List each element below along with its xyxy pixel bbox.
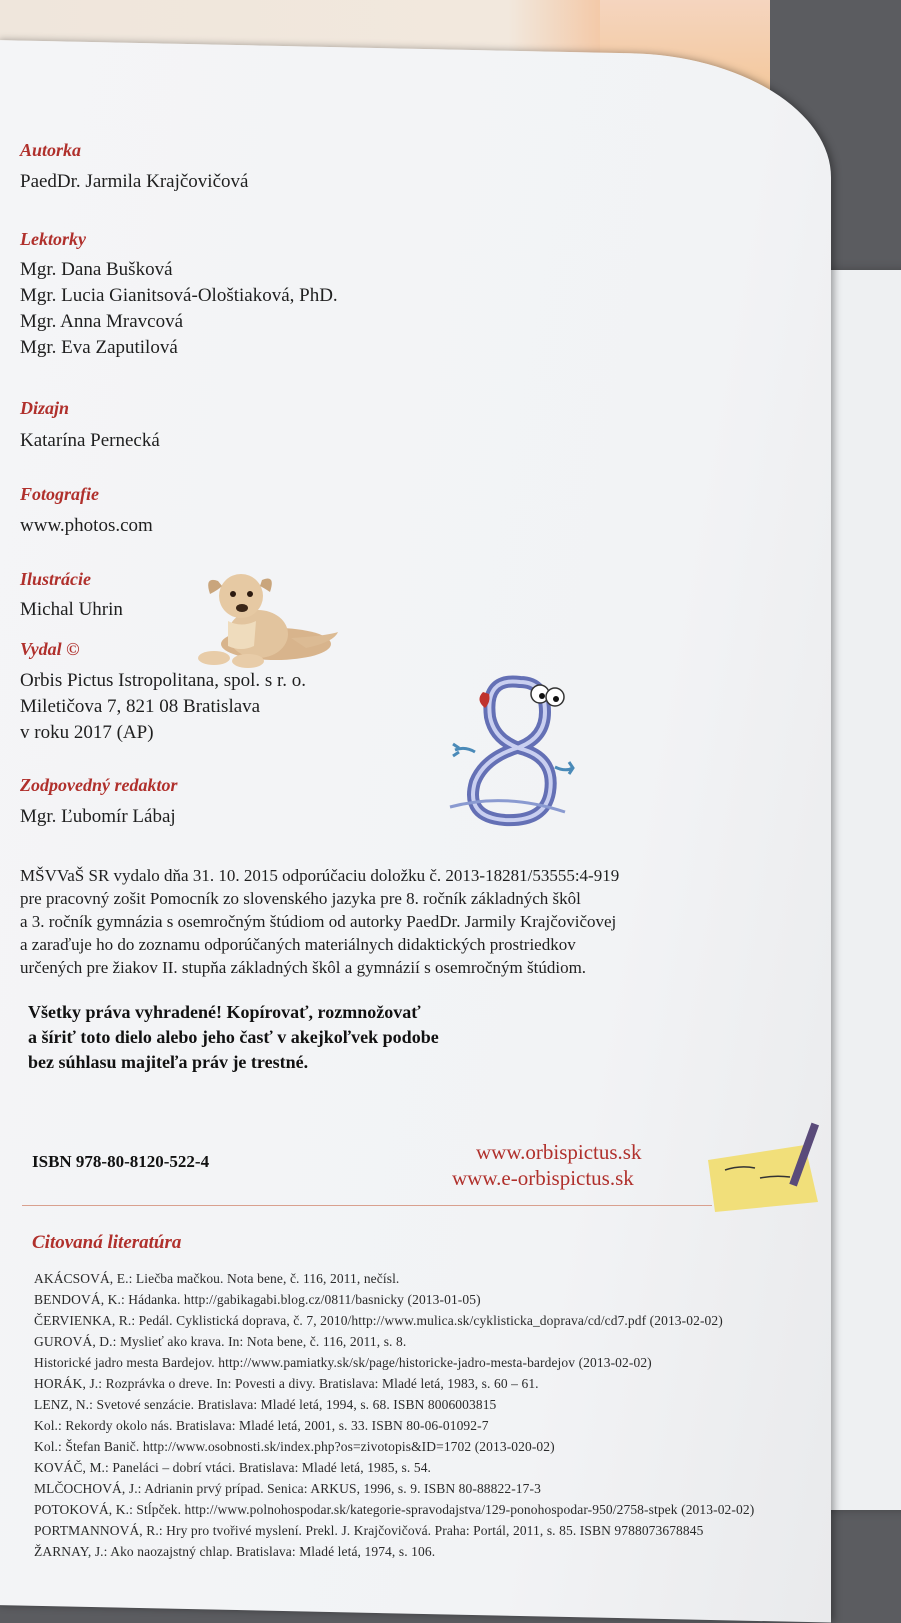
literature-title: Citovaná literatúra <box>32 1232 182 1253</box>
redaktor-name: Mgr. Ľubomír Lábaj <box>20 806 176 827</box>
literature-item: POTOKOVÁ, K.: Stĺpček. http://www.polnohospodar.sk/kategorie-spravodajstva/129-ponohospodar-950/2758-stpek (2013-02-02) <box>34 1502 755 1517</box>
literature-item: BENDOVÁ, K.: Hádanka. http://gabikagabi.blog.cz/0811/basnicky (2013-01-05) <box>34 1292 481 1307</box>
number-eight-mascot <box>445 672 585 842</box>
lektorka-4: Mgr. Eva Zaputilová <box>20 337 178 358</box>
literature-item: MLČOCHOVÁ, J.: Adrianin prvý prípad. Senica: ARKUS, 1996, s. 9. ISBN 80-88822-17-3 <box>34 1481 541 1496</box>
rights-line-2: a šíriť toto dielo alebo jeho časť v akejkoľvek podobe <box>28 1027 439 1047</box>
puppy-image <box>196 566 346 676</box>
literature-item: Kol.: Štefan Banič. http://www.osobnosti.sk/index.php?os=zivotopis&ID=1702 (2013-020-02) <box>34 1439 555 1454</box>
lektorka-1: Mgr. Dana Bušková <box>20 259 173 280</box>
approval-line-3: a 3. ročník gymnázia s osemročným štúdiom od autorky PaedDr. Jarmily Krajčovičovej <box>20 912 617 931</box>
literature-item: ČERVIENKA, R.: Pedál. Cyklistická doprava, č. 7, 2010/http://www.mulica.sk/cyklisticka_doprava/cd/cd7.pdf (2013-02-02) <box>34 1313 723 1328</box>
literature-item: Kol.: Rekordy okolo nás. Bratislava: Mladé letá, 2001, s. 33. ISBN 80-06-01092-7 <box>34 1418 489 1433</box>
fotografie-title: Fotografie <box>20 484 99 504</box>
literature-item: PORTMANNOVÁ, R.: Hry pro tvořivé myslení. Prekl. J. Krajčovičová. Praha: Portál, 2011, s. 85. ISBN 9788073678845 <box>34 1523 704 1538</box>
lektorka-2: Mgr. Lucia Gianitsová-Ološtiaková, PhD. <box>20 285 338 306</box>
orbispictus-link[interactable]: www.orbispictus.sk <box>476 1140 642 1164</box>
literature-item: HORÁK, J.: Rozprávka o dreve. In: Povesti a divy. Bratislava: Mladé letá, 1983, s. 60 – 61. <box>34 1376 539 1391</box>
redaktor-title: Zodpovedný redaktor <box>20 775 178 795</box>
ilustracie-name: Michal Uhrin <box>20 599 123 620</box>
publisher-address: Miletičova 7, 821 08 Bratislava <box>20 696 261 717</box>
literature-item: Historické jadro mesta Bardejov. http://www.pamiatky.sk/sk/page/historicke-jadro-mesta-bardejov (2013-02-02) <box>34 1355 652 1370</box>
divider <box>22 1205 712 1206</box>
lektorka-3: Mgr. Anna Mravcová <box>20 311 184 332</box>
literature-item: AKÁCSOVÁ, E.: Liečba mačkou. Nota bene, č. 116, 2011, nečísl. <box>34 1271 400 1286</box>
approval-line-2: pre pracovný zošit Pomocník zo slovenského jazyka pre 8. ročník základných škôl <box>20 889 581 908</box>
sticky-note-image <box>700 1120 830 1215</box>
autorka-title: Autorka <box>20 140 82 160</box>
ilustracie-title: Ilustrácie <box>20 569 92 589</box>
approval-line-4: a zaraďuje ho do zoznamu odporúčaných materiálnych didaktických prostriedkov <box>20 935 576 954</box>
rights-line-3: bez súhlasu majiteľa práv je trestné. <box>28 1052 309 1072</box>
fotografie-source: www.photos.com <box>20 515 153 536</box>
publisher-name: Orbis Pictus Istropolitana, spol. s r. o. <box>20 670 307 691</box>
literature-item: ŽARNAY, J.: Ako naozajstný chlap. Bratislava: Mladé letá, 1974, s. 106. <box>34 1544 436 1559</box>
literature-item: LENZ, N.: Svetové senzácie. Bratislava: Mladé letá, 1994, s. 68. ISBN 8006003815 <box>34 1397 497 1412</box>
approval-line-1: MŠVVaŠ SR vydalo dňa 31. 10. 2015 odporúčaciu doložku č. 2013-18281/53555:4-919 <box>20 866 620 885</box>
vydal-title: Vydal © <box>20 639 80 659</box>
dizajn-name: Katarína Pernecká <box>20 430 160 451</box>
literature-item: GUROVÁ, D.: Myslieť ako krava. In: Nota bene, č. 116, 2011, s. 8. <box>34 1334 407 1349</box>
rights-line-1: Všetky práva vyhradené! Kopírovať, rozmnožovať <box>28 1002 421 1022</box>
isbn: ISBN 978-80-8120-522-4 <box>32 1152 210 1171</box>
lektorky-title: Lektorky <box>20 229 86 249</box>
autorka-name: PaedDr. Jarmila Krajčovičová <box>20 171 249 192</box>
approval-line-5: určených pre žiakov II. stupňa základných škôl a gymnázií s osemročným štúdiom. <box>20 958 587 977</box>
e-orbispictus-link[interactable]: www.e-orbispictus.sk <box>452 1166 634 1190</box>
dizajn-title: Dizajn <box>20 398 70 418</box>
publication-year: v roku 2017 (AP) <box>20 722 154 743</box>
literature-item: KOVÁČ, M.: Paneláci – dobrí vtáci. Bratislava: Mladé letá, 1985, s. 54. <box>34 1460 432 1475</box>
